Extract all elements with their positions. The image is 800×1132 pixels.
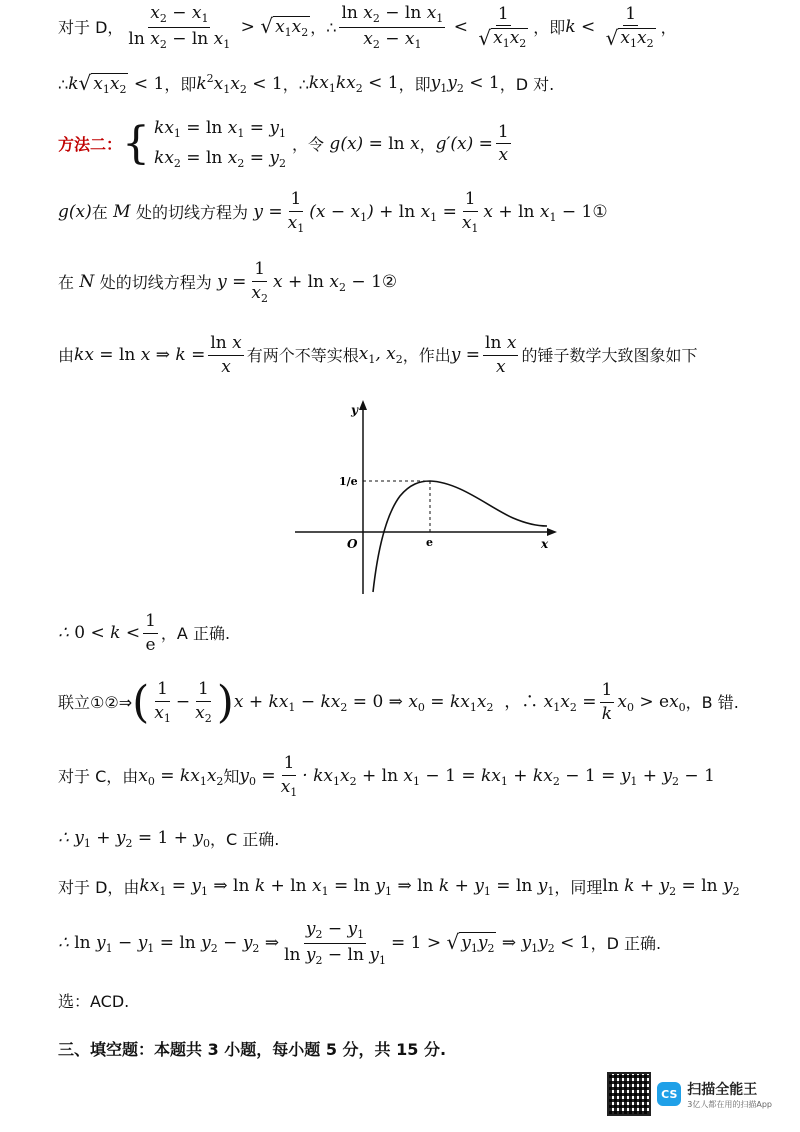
roots-line: 由 kx = ln x ⇒ k = $\frac{\text{ln x}}{x}$ 有两个不等实根 $x_1$, $x_2$ ，作出 y = $\frac{\text{ln x}}{x}$ 的锤子数学大致图象如下 (58, 333, 698, 377)
conclusion-d: ∴ $\ln y_1 - y_1 = \ln y_2 - y_2$ ⇒ $\frac{y_2 - y_1}{\ln y_2 - \ln y_1}$ = 1 > √ $y_1y_2$ ⇒ $y_1y_2 < 1$ ，D 正确. (58, 919, 662, 967)
conclusion-d-derivation: 对于 D，由 $kx_1 = y_1$ ⇒ $\ln k + \ln x_1 = \ln y_1$ ⇒ $\ln k + y_1 = \ln y_1$ ，同理 $\ln k + y_2 = \ln y_2$ (58, 876, 740, 898)
method-two-line: 方法二： { $kx_1 = \ln x_1 = y_1$ $kx_2 = \ln x_2 = y_2$ ，令 g(x) = ln x ， g′(x) = $\frac{1}{x}$ (58, 118, 509, 171)
proof-line-d-conclusion: ∴ k √ $x_1x_2$ < 1 ，即 $k^2x_1x_2 < 1$ ，∴ $kx_1kx_2 < 1$ ，即 $y_1y_2 < 1$ ，D 对. (58, 70, 555, 96)
method-two-label: 方法二： (58, 134, 123, 154)
x-axis-arrow (547, 528, 557, 536)
y-axis-label: y (351, 403, 358, 417)
scanner-watermark (607, 1072, 772, 1116)
x-axis-label: x (541, 537, 549, 551)
origin-label: O (347, 537, 358, 551)
conclusion-a: ∴ 0 < k < $\frac{1}{e}$ ，A 正确. (58, 611, 231, 655)
proof-line-d-method1: 对于 D， $\frac{x_2 - x_1}{\ln x_2 - \ln x_1}$ > √ $x_1x_2$ ，∴ $\frac{\ln x_2 - \ln x_1}{x_2 - x_1}$ < 1 √ $x_1x_2$ ，即 k < 1 √ $x_1x_2$ ， (58, 3, 677, 51)
conclusion-c: ∴ $y_1 + y_2 = 1 + y_0$ ，C 正确. (58, 828, 280, 850)
conclusion-b: 联立①②⇒ ( $\frac{1}{x_1}$ − $\frac{1}{x_2}$ ) $x + kx_1 - kx_2 = 0$ ⇒ $x_0 = kx_1x_2$ ，∴ $x_1x_2$ = $\frac{1}{k}$ $x_0 > ex_0$ ，B 错. (58, 676, 739, 728)
graph-svg (295, 396, 560, 596)
tangent-line-m: g(x) 在 M 处的切线方程为 y = $\frac{1}{x_1}$ $(x - x_1) + \ln x_1$ = $\frac{1}{x_1}$ $x + \ln x_1$ − 1① (58, 189, 608, 235)
conclusion-c-derivation: 对于 C，由 $x_0 = kx_1x_2$ 知 $y_0$ = $\frac{1}{x_1}$ · $kx_1x_2 + \ln x_1 - 1 = kx_1 + kx_2 - 1 = y_1 + y_2 - 1$ (58, 753, 715, 799)
answer-line: 选：ACD. (58, 992, 130, 1011)
section-heading: 三、填空题：本题共 3 小题，每小题 5 分，共 15 分. (58, 1040, 447, 1059)
function-graph (295, 396, 560, 596)
qr-code-icon (607, 1072, 651, 1116)
brand-name: 扫描全能王 (687, 1081, 758, 1098)
camscanner-logo-icon: CS (657, 1082, 681, 1106)
tangent-line-n: 在 N 处的切线方程为 y = $\frac{1}{x_2}$ $x + \ln x_2$ − 1② (58, 259, 398, 305)
curve-lnx-over-x (373, 481, 547, 592)
brand-tagline: 3亿人都在用的扫描App (687, 1099, 772, 1109)
y-axis-arrow (359, 400, 367, 410)
y-tick-label: 1/e (339, 475, 358, 488)
x-tick-label: e (426, 536, 433, 549)
